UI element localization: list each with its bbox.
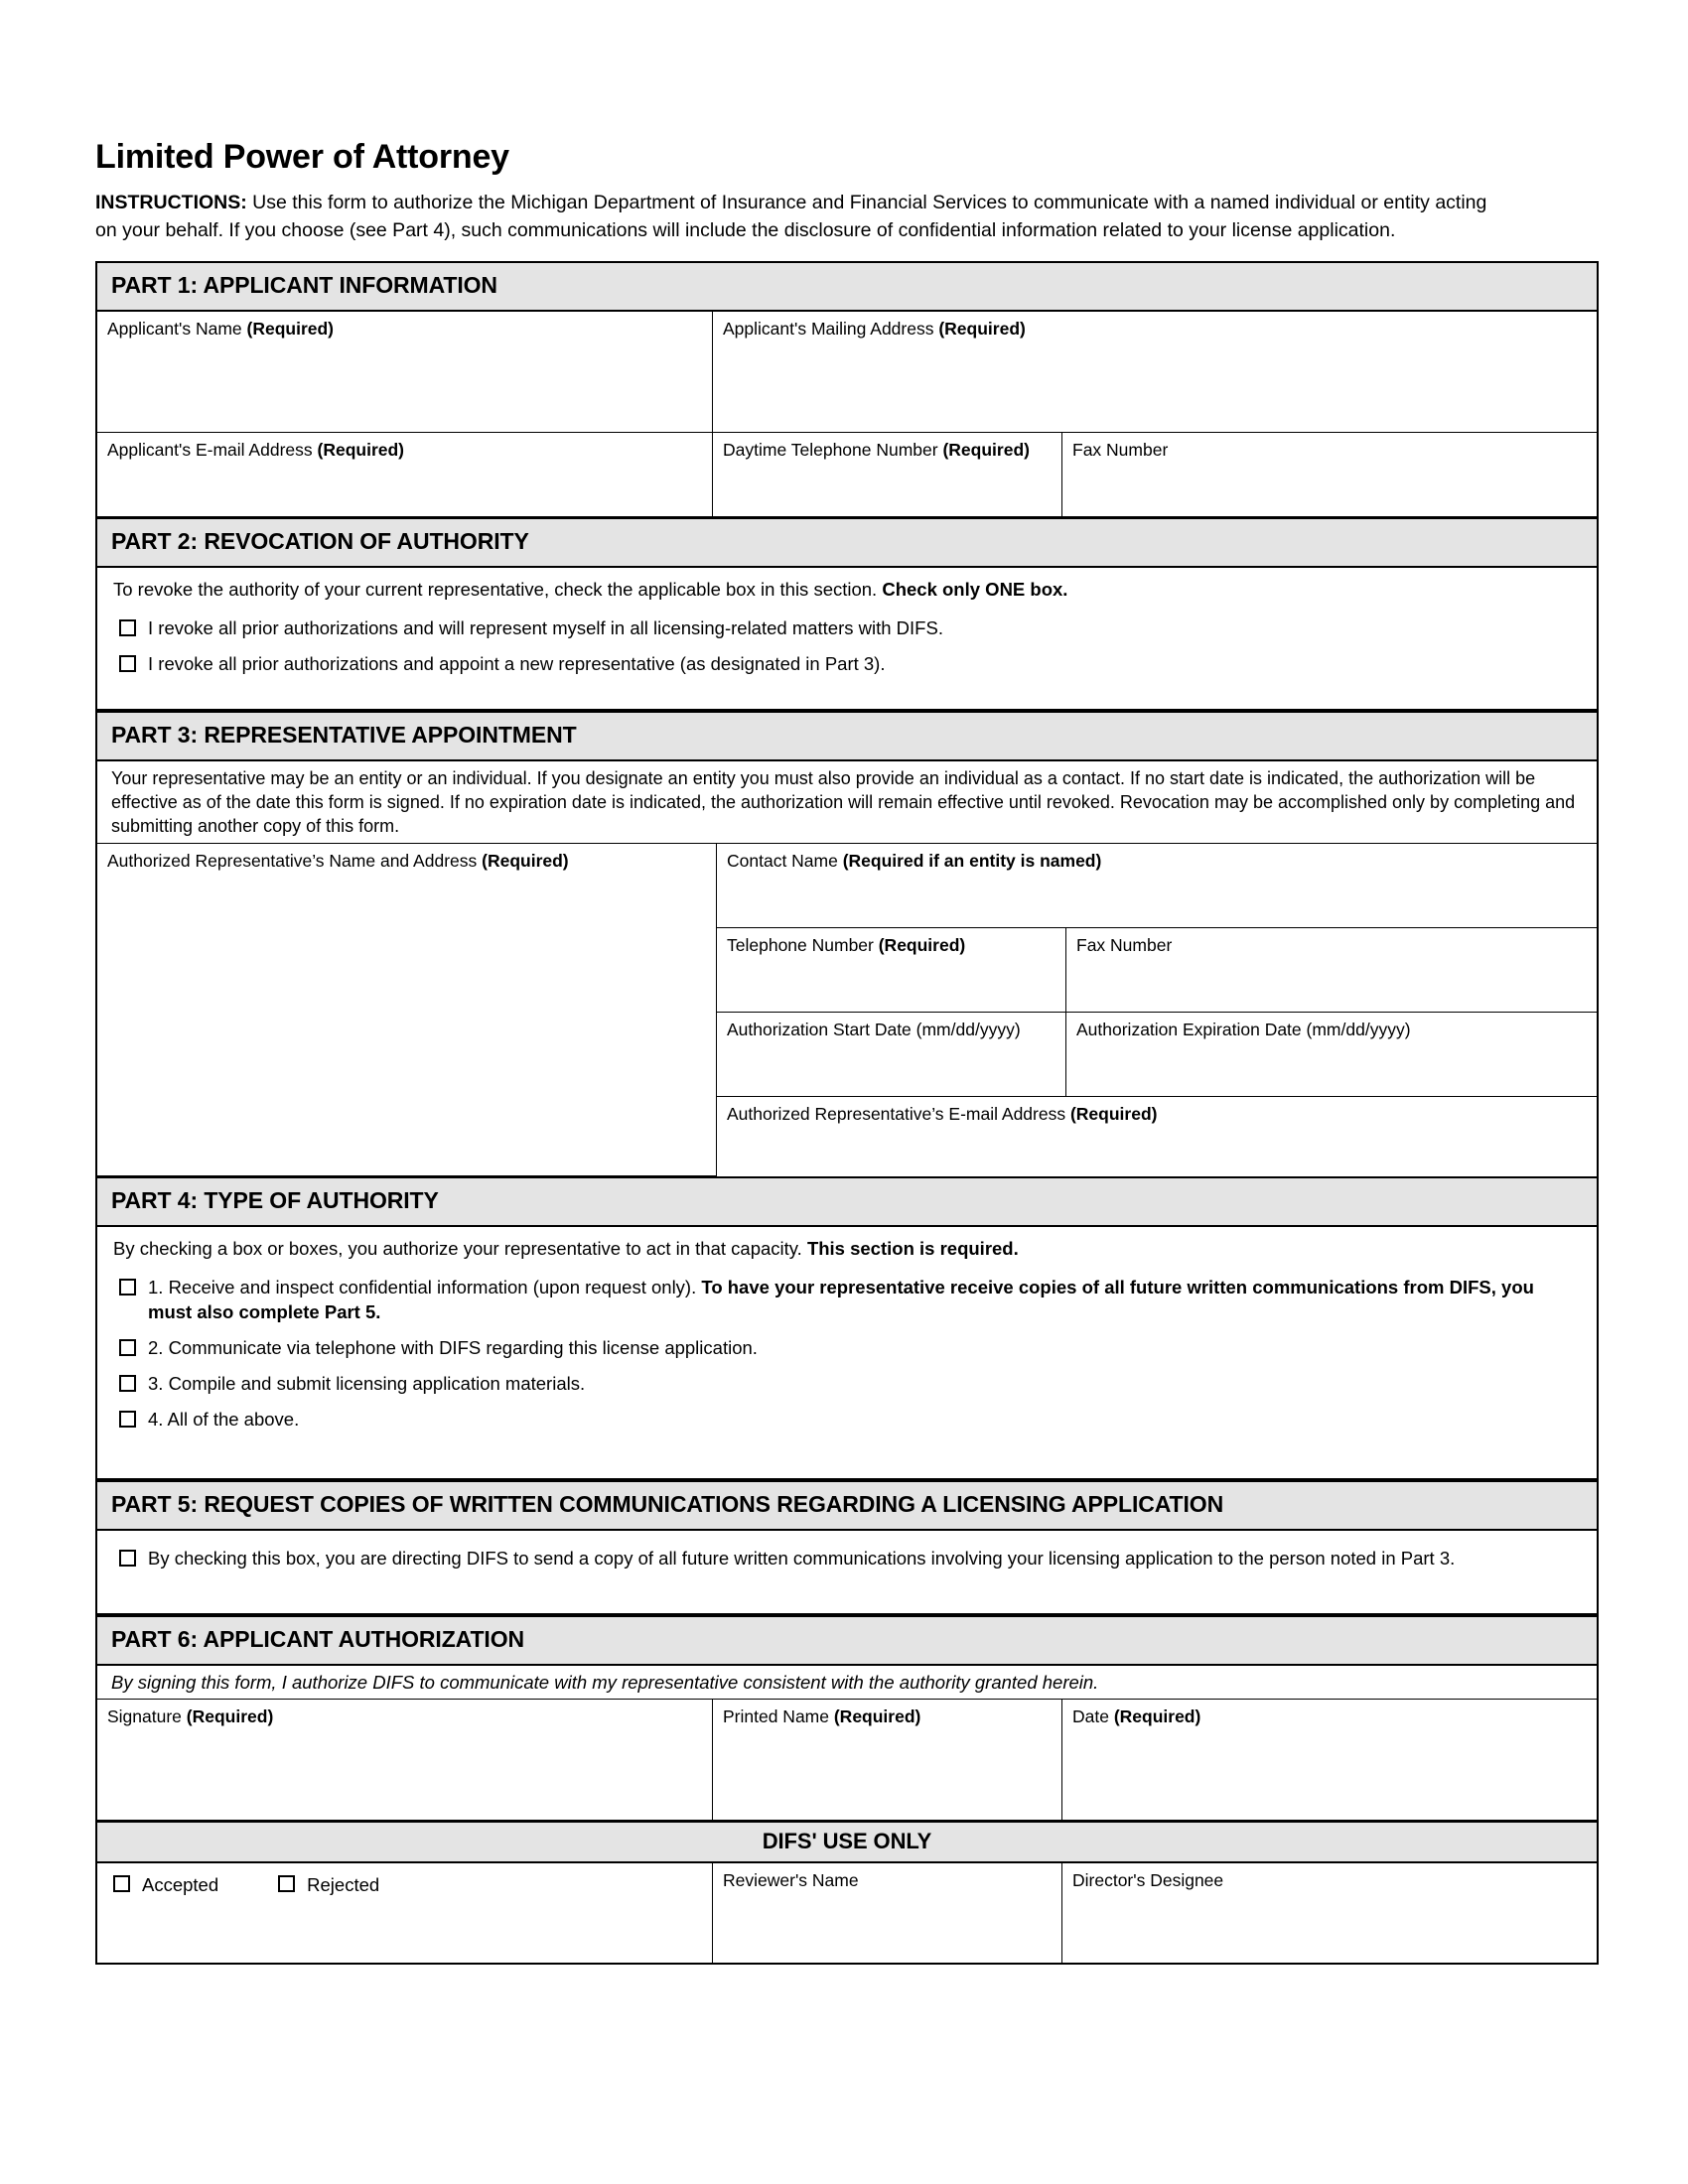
rejected-label: Rejected	[307, 1873, 380, 1895]
part1-heading: PART 1: APPLICANT INFORMATION	[97, 263, 1597, 312]
difs-use-only-row	[97, 1863, 1597, 1965]
authorization-start-date-label: Authorization Start Date (mm/dd/yyyy)	[727, 1019, 1021, 1039]
part4-intro-bold: This section is required.	[806, 1237, 1019, 1259]
contact-name-required: (Required if an entity is named)	[842, 850, 1102, 871]
checkbox-icon[interactable]	[119, 1279, 136, 1296]
applicant-name-field[interactable]	[97, 312, 713, 433]
part3-right-column	[717, 844, 1597, 1176]
part2-option-1[interactable]	[113, 616, 1581, 641]
part2-option-1-label: I revoke all prior authorizations and will represent myself in all licensing-related matters with DIFS.	[148, 616, 943, 638]
part4-heading: PART 4: TYPE OF AUTHORITY	[97, 1176, 1597, 1227]
difs-decision-cell	[97, 1863, 713, 1963]
signature-label: Signature	[107, 1706, 187, 1726]
authorization-start-date-field[interactable]	[717, 1013, 1066, 1097]
authorized-rep-email-required: (Required)	[1069, 1103, 1158, 1124]
checkbox-icon[interactable]	[119, 1411, 136, 1428]
applicant-name-required: (Required)	[246, 318, 334, 339]
contact-name-field[interactable]	[717, 844, 1597, 928]
page-title: Limited Power of Attorney	[95, 138, 509, 176]
part4-option-3-label: 3. Compile and submit licensing application materials.	[148, 1372, 586, 1394]
checkbox-icon[interactable]	[119, 1375, 136, 1392]
part6-statement	[97, 1666, 1597, 1700]
checkbox-icon[interactable]	[119, 1550, 136, 1567]
part3-heading: PART 3: REPRESENTATIVE APPOINTMENT	[97, 711, 1597, 761]
date-label: Date	[1072, 1706, 1114, 1726]
part4-option-1[interactable]	[113, 1276, 1581, 1325]
authorized-rep-email-field[interactable]	[717, 1097, 1597, 1176]
applicant-mailing-address-required: (Required)	[938, 318, 1026, 339]
rep-telephone-label: Telephone Number	[727, 934, 879, 955]
part1-row-2	[97, 433, 1597, 517]
part5-body	[97, 1531, 1597, 1615]
instructions-label: INSTRUCTIONS:	[95, 192, 247, 214]
reviewer-name-field[interactable]	[713, 1863, 1062, 1963]
part5-bottom-space	[113, 1571, 1581, 1597]
part6-statement-text: By signing this form, I authorize DIFS to communicate with my representative consistent with the authority granted herein.	[111, 1672, 1099, 1694]
directors-designee-field[interactable]	[1062, 1863, 1597, 1963]
part5-heading: PART 5: REQUEST COPIES OF WRITTEN COMMUNICATIONS REGARDING A LICENSING APPLICATION	[97, 1480, 1597, 1531]
signature-required: (Required)	[186, 1706, 274, 1726]
daytime-telephone-label: Daytime Telephone Number	[723, 439, 943, 460]
reviewer-name-label: Reviewer's Name	[723, 1869, 859, 1890]
part2-bottom-space	[113, 677, 1581, 693]
part3-phone-row	[717, 928, 1597, 1013]
part4-option-2-label: 2. Communicate via telephone with DIFS regarding this license application.	[148, 1336, 758, 1358]
checkbox-icon[interactable]	[119, 655, 136, 672]
part3-contact-row	[717, 844, 1597, 928]
directors-designee-label: Director's Designee	[1072, 1869, 1224, 1890]
part5-option[interactable]	[113, 1547, 1581, 1571]
rep-telephone-field[interactable]	[717, 928, 1066, 1013]
part2-option-2-label: I revoke all prior authorizations and appoint a new representative (as designated in Part 3).	[148, 652, 886, 674]
authorized-rep-email-label: Authorized Representative’s E-mail Address	[727, 1103, 1070, 1124]
part4-option-1-bold: To have your representative receive copies of all future written communications from DIFS, you must also complete Part 5.	[148, 1276, 1534, 1322]
part4-option-4[interactable]	[113, 1408, 1581, 1433]
applicant-mailing-address-label: Applicant's Mailing Address	[723, 318, 939, 339]
part6-signature-row	[97, 1700, 1597, 1821]
part2-option-2[interactable]	[113, 652, 1581, 677]
part4-body	[97, 1227, 1597, 1480]
rep-fax-label: Fax Number	[1076, 934, 1173, 955]
part4-option-4-label: 4. All of the above.	[148, 1408, 300, 1430]
part1-row-1	[97, 312, 1597, 433]
part2-intro-bold: Check only ONE box.	[882, 579, 1068, 601]
limited-power-of-attorney-form	[95, 261, 1599, 1965]
part4-option-1-text: 1. Receive and inspect confidential information (upon request only).	[148, 1276, 702, 1297]
checkbox-icon[interactable]	[113, 1875, 130, 1892]
checkbox-icon[interactable]	[119, 619, 136, 636]
applicant-fax-label: Fax Number	[1072, 439, 1169, 460]
part4-intro	[113, 1237, 1581, 1262]
date-required: (Required)	[1113, 1706, 1201, 1726]
part2-body	[97, 568, 1597, 711]
checkbox-icon[interactable]	[119, 1339, 136, 1356]
authorized-rep-name-address-field[interactable]	[97, 844, 717, 1176]
daytime-telephone-required: (Required)	[942, 439, 1030, 460]
part2-intro-text: To revoke the authority of your current representative, check the applicable box in this section.	[113, 579, 883, 601]
applicant-email-required: (Required)	[317, 439, 404, 460]
authorized-rep-name-address-label: Authorized Representative’s Name and Address	[107, 850, 483, 871]
applicant-email-field[interactable]	[97, 433, 713, 517]
part3-main-row	[97, 844, 1597, 1176]
instructions-body: Use this form to authorize the Michigan Department of Insurance and Financial Services to communicate with a named individual or entity acting on your behalf. If you choose (see Part 4), such communications will include the disclosure of confidential information related to your license application.	[95, 192, 1487, 242]
date-field[interactable]	[1062, 1700, 1597, 1821]
applicant-mailing-address-field[interactable]	[713, 312, 1597, 433]
applicant-email-label: Applicant's E-mail Address	[107, 439, 318, 460]
difs-use-only-heading: DIFS' USE ONLY	[97, 1821, 1597, 1863]
printed-name-field[interactable]	[713, 1700, 1062, 1821]
accepted-label: Accepted	[142, 1873, 219, 1895]
part4-option-3[interactable]	[113, 1372, 1581, 1397]
rep-telephone-required: (Required)	[878, 934, 966, 955]
part6-heading: PART 6: APPLICANT AUTHORIZATION	[97, 1615, 1597, 1666]
printed-name-label: Printed Name	[723, 1706, 834, 1726]
signature-field[interactable]	[97, 1700, 713, 1821]
part3-intro: Your representative may be an entity or an individual. If you designate an entity you must also provide an individual as a contact. If no start date is indicated, the authorization will be effective as of the date this form is signed. If no expiration date is indicated, the authorization will remain effective until revoked. Revocation may be accomplished only by completing and submitting another copy of this form.	[97, 761, 1597, 844]
contact-name-label: Contact Name	[727, 850, 843, 871]
authorization-expiration-date-label: Authorization Expiration Date (mm/dd/yyyy)	[1076, 1019, 1411, 1039]
authorization-expiration-date-field[interactable]	[1066, 1013, 1597, 1097]
printed-name-required: (Required)	[833, 1706, 921, 1726]
difs-decision-options	[107, 1863, 704, 1897]
daytime-telephone-field[interactable]	[713, 433, 1062, 517]
part3-dates-row	[717, 1013, 1597, 1097]
authorized-rep-name-address-required: (Required)	[482, 850, 569, 871]
rep-fax-field[interactable]	[1066, 928, 1597, 1013]
part2-intro	[113, 578, 1581, 603]
part4-option-2[interactable]	[113, 1336, 1581, 1361]
part4-intro-text: By checking a box or boxes, you authorize your representative to act in that capacity.	[113, 1237, 807, 1259]
part4-option-1-label	[148, 1276, 1581, 1325]
part2-heading: PART 2: REVOCATION OF AUTHORITY	[97, 517, 1597, 568]
applicant-fax-field[interactable]	[1062, 433, 1597, 517]
part4-bottom-space	[113, 1433, 1581, 1462]
applicant-name-label: Applicant's Name	[107, 318, 247, 339]
instructions-paragraph	[95, 190, 1505, 244]
checkbox-icon[interactable]	[278, 1875, 295, 1892]
part3-email-row	[717, 1097, 1597, 1176]
part5-option-label: By checking this box, you are directing DIFS to send a copy of all future written communications involving your licensing application to the person noted in Part 3.	[148, 1547, 1456, 1569]
